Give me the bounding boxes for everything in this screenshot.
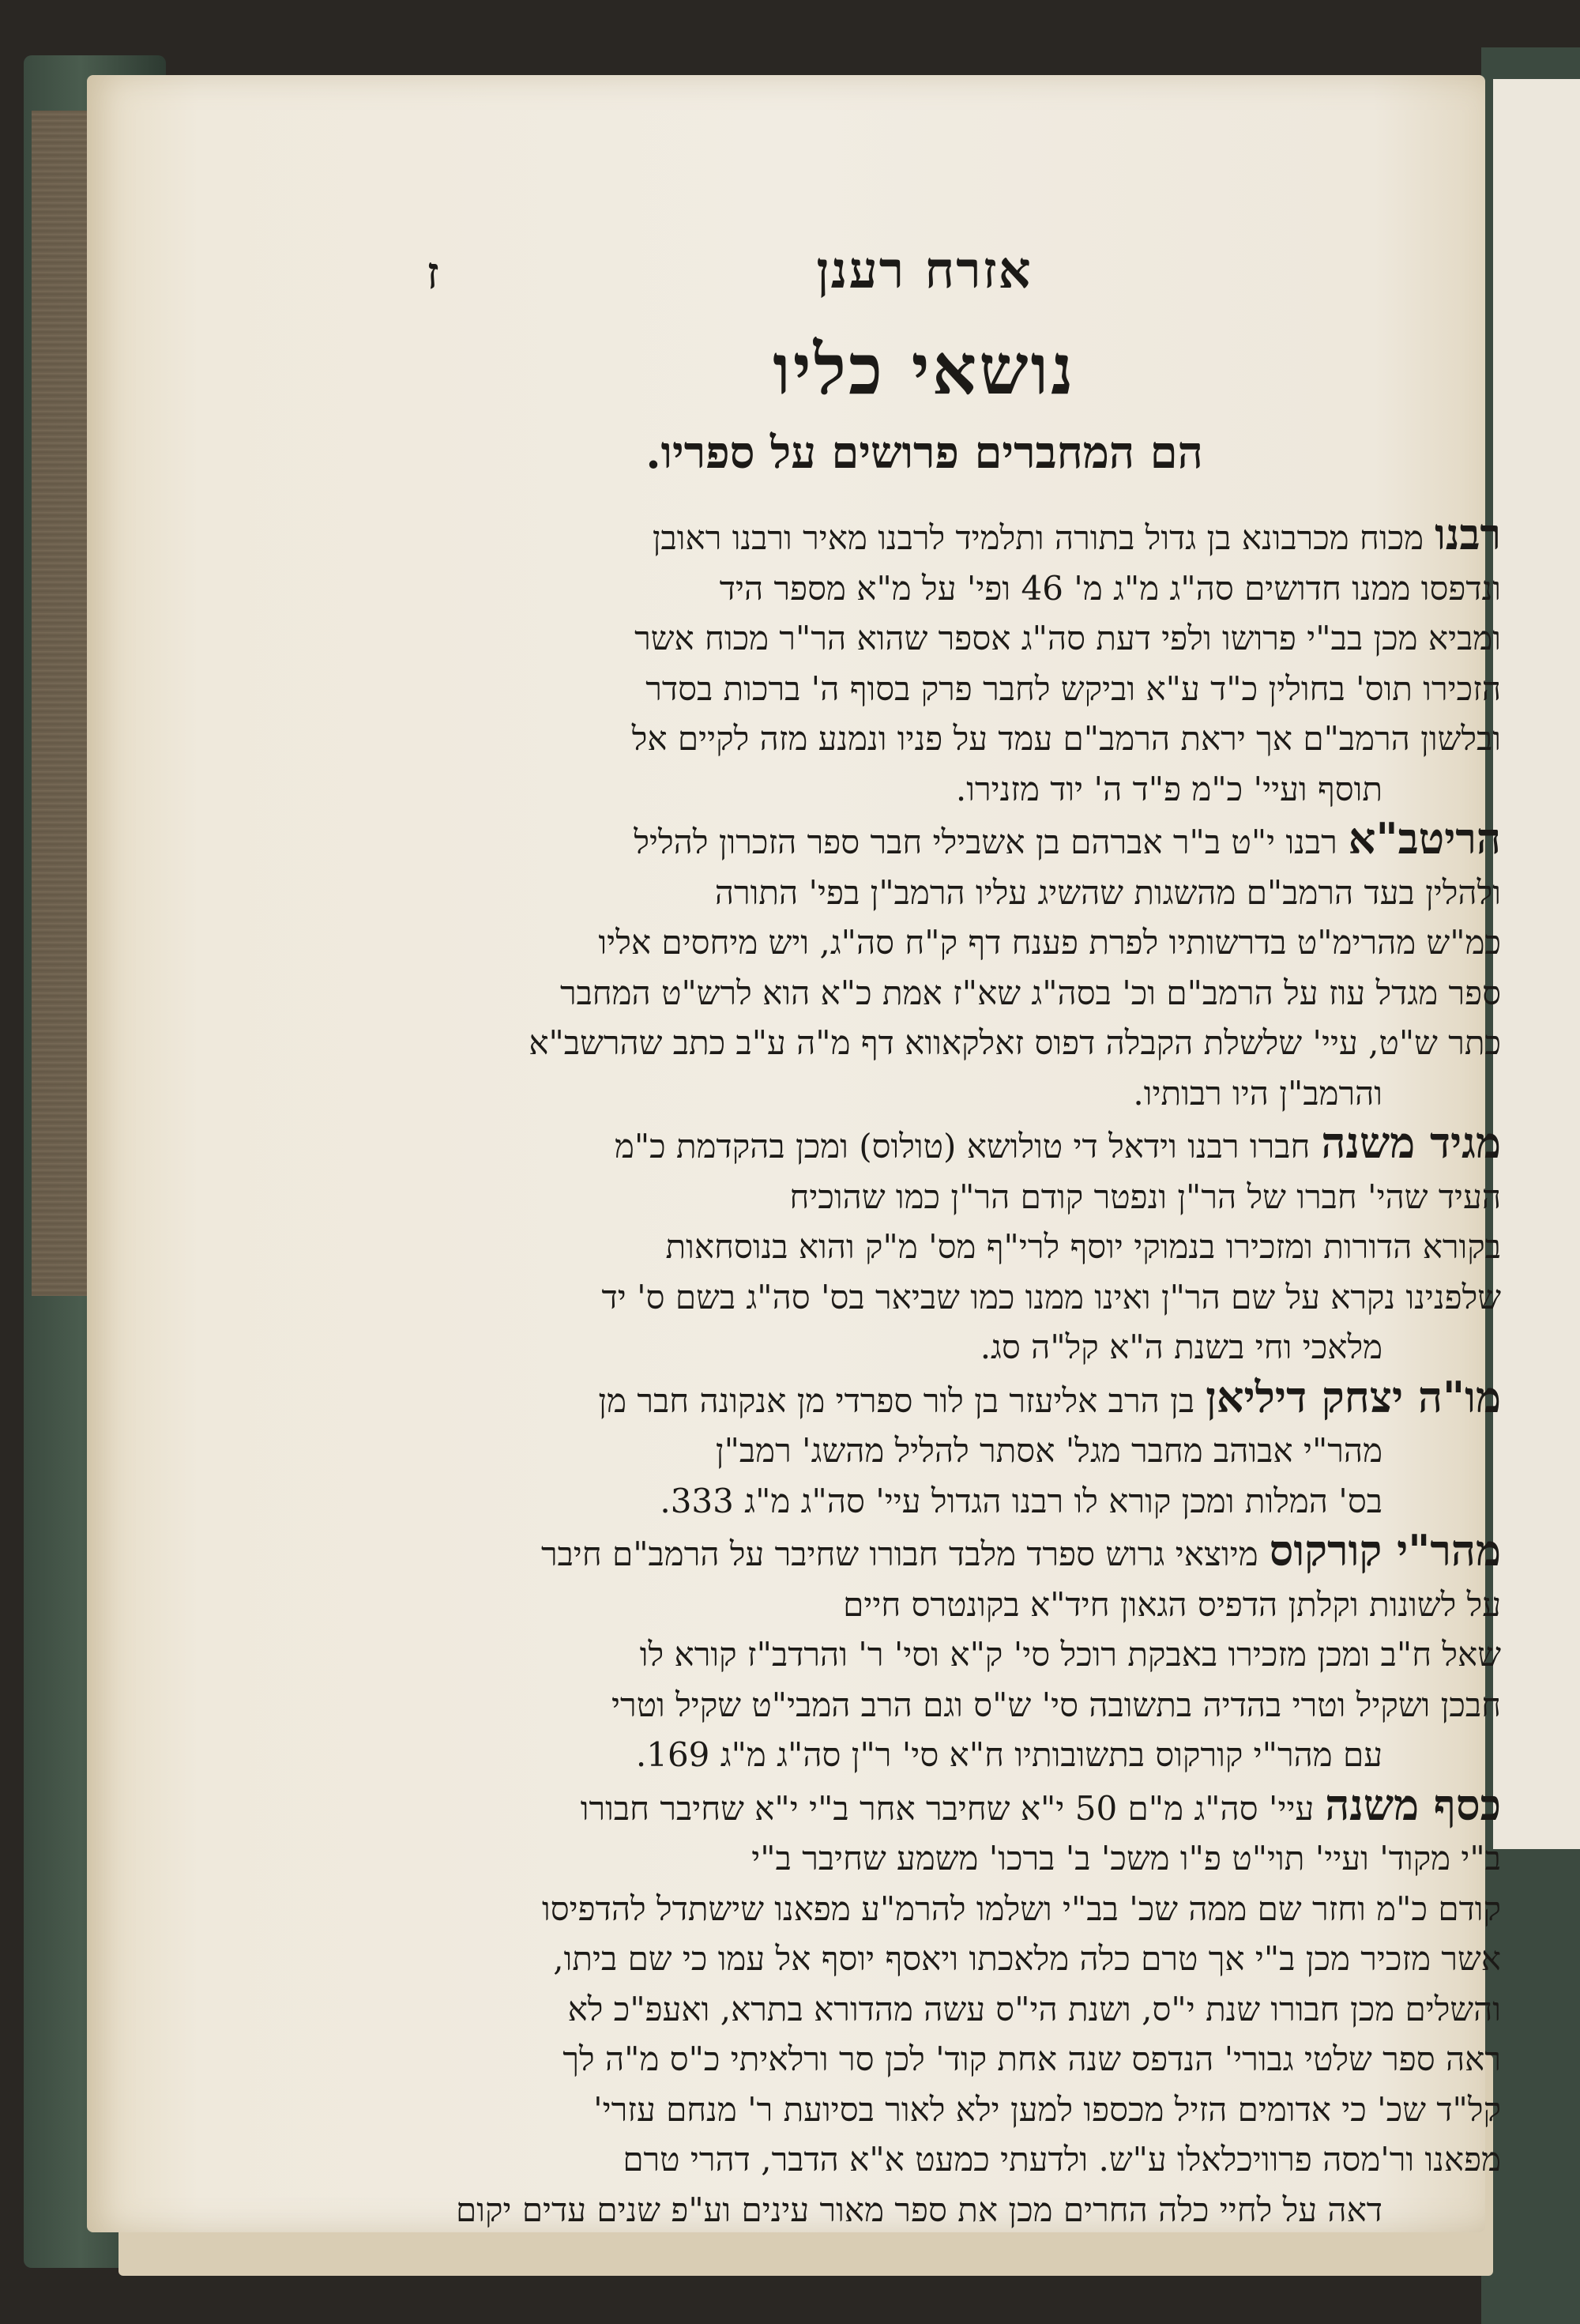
entry-line [348,868,1501,918]
entry [348,814,1501,1118]
entry-text: קל"ד שכ' כי אדומים הזיל מכספו למען ילא לאור בסיועת ר' מנחם עזרי' [593,2089,1501,2129]
entry-line [348,917,1501,968]
page-number: ז [427,247,439,299]
entry-text: חברו רבנו וידאל די טולושא (טולוס) ומכן בהקדמת כ"מ [614,1127,1311,1166]
entry-line [348,510,1501,563]
entry-line [348,613,1501,664]
entry-line [348,1222,1501,1272]
entry-text: ב"י מקוד' ועיי' תוי"ט פ"ו משכ' ב' ברכו' משמע שחיבר ב"י [751,1839,1501,1878]
entry-line [348,1526,1501,1580]
entry-line [348,814,1501,868]
entry-text: ספר מגדל עוז על הרמב"ם וכ' בסה"ג שא"ז אמת כ"א הוא לרש"ט המחבר [559,973,1501,1012]
entry-line [348,1833,1501,1884]
entry-text: תוסף ועיי' כ"מ פ"ד ה' יוד מזנירו. [955,769,1382,808]
entry-text: העיד שהי' חברו של הר"ן ונפטר קודם הר"ן כמו שהוכיח [789,1177,1501,1216]
entry-text: ובלשון הרמב"ם אך יראת הרמב"ם עמד על פניו ונמנע מזה לקיים אל [631,719,1501,758]
entry-line [348,1580,1501,1630]
entry-line [348,1172,1501,1222]
entry-line [348,1322,1501,1373]
entry-text: בן הרב אליעזר בן לור ספרדי מן אנקונה חבר מן [598,1380,1195,1420]
entry [348,1780,1501,2235]
entry-line [348,1680,1501,1731]
entry-line [348,968,1501,1019]
entry [348,1526,1501,1780]
entry-line [348,1426,1501,1476]
entry-line [348,2185,1501,2235]
entry-line [348,1118,1501,1172]
entry-line [348,1884,1501,1934]
entry-text: בס' המלות ומכן קורא לו רבנו הגדול עיי' סה"ג מ"ג 333. [660,1481,1382,1520]
entry-text: בקורא הדורות ומזכירו בנמוקי יוסף לרי"ף מס' מ"ק והוא בנוסחאות [665,1227,1501,1266]
entry-heading: מו"ה יצחק דיליאן [1206,1371,1501,1422]
entry-text: אשר מזכיר מכן ב"י אך טרם כלה מלאכתו ויאסף יוסף אל עמו כי שם ביתו, [553,1939,1501,1978]
entry-text: הזכירו תוס' בחולין כ"ד ע"א וביקש לחבר פרק בסוף ה' ברכות בסדר [645,669,1501,708]
entry-text: והרמב"ן היו רבותיו. [1133,1073,1382,1113]
entries-list [348,510,1501,2235]
entry-line [348,1934,1501,1984]
entry-line [348,714,1501,764]
entry-heading: רבנו [1435,509,1501,559]
entry-text: על לשונות וקלתן הדפיס הגאון חיד"א בקונטרס חיים [843,1584,1501,1624]
entry-text: שאל ח"ב ומכן מזכירו באבקת רוכל סי' ק"א וסי' ר' והרדב"ז קורא לו [639,1635,1501,1674]
entry [348,510,1501,814]
section-subtitle: הם המחברים פרושים על ספריו. [645,427,1203,479]
entry-text: עם מהר"י קורקוס בתשובותיו ח"א סי' ר"ן סה"ג מ"ג 169. [635,1735,1382,1774]
entry-heading: כסף משנה [1325,1779,1501,1830]
page-content [348,170,1501,2229]
entry-line [348,2085,1501,2135]
entry-heading: מהר"י קורקוס [1269,1525,1501,1576]
running-title: אזרח רענן [816,241,1033,300]
entry-line [348,764,1501,815]
entry-text: מיוצאי גרוש ספרד מלבד חבורו שחיבר על הרמב"ם חיבר [540,1535,1258,1573]
entry-text: ומביא מכן בב"י פרושו ולפי דעת סה"ג אספר שהוא הר"ר מכוח אשר [634,619,1501,657]
entry-line [348,2034,1501,2085]
entry-line [348,664,1501,714]
entry-text: מהר"י אבוהב מחבר מגל' אסתר להליל מהשג' רמב"ן [715,1431,1382,1470]
entry-line [348,1730,1501,1780]
entry-text: כתר ש"ט, עיי' שלשלת הקבלה דפוס זאלקאווא דף מ"ה ע"ב כתב שהרשב"א [529,1023,1501,1062]
entry-line [348,1272,1501,1323]
entry-text: עיי' סה"ג מ"ם 50 י"א שחיבר אחר ב"י י"א שחיבר חבורו [580,1788,1315,1828]
book-page [87,75,1501,2232]
entry-text: שלפנינו נקרא על שם הר"ן ואינו ממנו כמו שביאר בס' סה"ג בשם ס' יד [601,1277,1501,1316]
entry [348,1373,1501,1527]
entry-text: והשלים מכן חבורו שנת י"ס, ושנת הי"ס עשה מהדורא בתרא, ואעפ"כ לא [567,1989,1501,2028]
entry-line [348,1018,1501,1068]
entry-text: קודם כ"מ וחזר שם ממה שכ' בב"י ושלמו להרמ"ע מפאנו שישתדל להדפיסו [541,1889,1501,1928]
entry-line [348,563,1501,614]
entry-line [348,1068,1501,1119]
entry-text: מפאנו ור'מסה פרוויכלאלו ע"ש. ולדעתי כמעט א"א הדבר, דהרי טרם [623,2140,1501,2179]
entry-text: כמ"ש מהרימ"ט בדרשותיו לפרת פענח דף ק"ח סה"ג, ויש מיחסים אליו [598,923,1501,962]
entry-text: מכוח מכרבונא בן גדול בתורה ותלמיד לרבנו מאיר ורבנו ראובן [652,518,1424,557]
entry-heading: הריטב"א [1348,813,1501,864]
entry-line [348,2134,1501,2185]
entry-text: רבנו י"ט ב"ר אברהם בן אשבילי חבר ספר הזכרון להליל [634,823,1337,861]
entry-line [348,1984,1501,2035]
entry-text: ונדפסו ממנו חדושים סה"ג מ"ג מ' 46 ופי' על מ"א מספר היד [719,568,1501,608]
entry-text: מלאכי וחי בשנת ה"א קל"ה סג. [980,1328,1382,1366]
entry-text: חבכן ושקיל וטרי בהדיה בתשובה סי' ש"ס וגם הרב המבי"ט שקיל וטרי [611,1685,1501,1724]
entry-heading: מגיד משנה [1321,1117,1501,1168]
entry-text: ולהלין בעד הרמב"ם מהשגות שהשיג עליו הרמב"ן בפי' התורה [714,872,1501,912]
entry-line [348,1629,1501,1680]
entry [348,1118,1501,1373]
entry-text: דאה על לחיי כלה החרים מכן את ספר מאור עינים וע"פ שנים עדים יקום [456,2190,1382,2229]
entry-text: ראה ספר שלטי גבורי' הנדפס שנה אחת קוד' לכן סר ורלאיתי כ"ס מ"ה לך [562,2040,1501,2078]
page-header [348,241,1501,312]
entry-line [348,1373,1501,1426]
entry-line [348,1780,1501,1834]
facing-page-edge [1493,79,1580,1849]
entry-line [348,1476,1501,1527]
section-title: נושאי כליו [773,328,1076,410]
